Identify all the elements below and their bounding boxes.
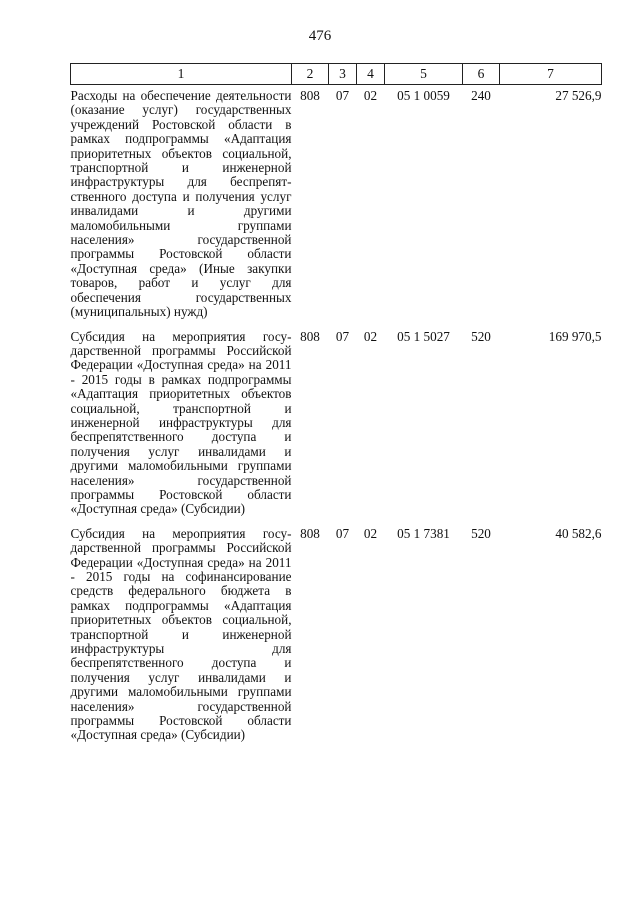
row-expense-type: 520 (471, 525, 491, 541)
budget-table (70, 63, 602, 749)
row-section: 07 (335, 328, 350, 344)
row-subsection: 02 (363, 328, 378, 344)
row-ministry: 808 (300, 88, 320, 103)
table-row (71, 326, 602, 523)
page-number: 476 (308, 28, 332, 44)
row-target-article: 05 1 0059 (397, 88, 450, 103)
row-ministry: 808 (300, 328, 320, 344)
header-cell-7: 7 (500, 64, 602, 85)
row-expense-type: 240 (471, 88, 491, 103)
row-amount: 169 970,5 (548, 328, 602, 344)
row-subsection: 02 (363, 88, 378, 103)
table-row (71, 85, 602, 326)
header-cell-3: 3 (329, 64, 357, 85)
header-row (71, 64, 602, 85)
header-cell-6: 6 (463, 64, 500, 85)
header-cell-2: 2 (292, 64, 329, 85)
row-description: Субсидия на мероприятия государственной программы Российской Федерации «Доступная среда» на 2011 - 2015 годы в рамках подпрограммы «Адаптация приоритетных объектов социальной, транспортной и инженерной инфраструктуры для беспрепятственного доступа и получения услуг инвалидами и другими маломобильными группами населения» государственной программы Ростовской области «Доступная среда» (Субсидии) (70, 328, 292, 517)
row-expense-type: 520 (471, 328, 491, 344)
table-row (71, 523, 602, 749)
row-section: 07 (335, 525, 350, 541)
row-target-article: 05 1 7381 (397, 525, 450, 541)
row-section: 07 (335, 88, 350, 103)
row-ministry: 808 (300, 525, 320, 541)
row-target-article: 05 1 5027 (397, 328, 450, 344)
header-cell-4: 4 (357, 64, 385, 85)
row-description: Расходы на обеспечение деятельности (оказание услуг) государственных учреждений Ростовской области в рамках подпрограммы «Адаптация приоритетных объектов социальной, транспортной и инженерной инфраструктуры для беспрепятственного доступа и получения услуг инвалидами и другими маломобильными группами населения» государственной программы Ростовской области «Доступная среда» (Иные закупки товаров, работ и услуг для обеспечения государственных (муниципальных) нужд) (70, 88, 292, 320)
row-amount: 27 526,9 (555, 88, 602, 103)
row-amount: 40 582,6 (555, 525, 602, 541)
header-cell-5: 5 (385, 64, 463, 85)
row-description: Субсидия на мероприятия государственной программы Российской Федерации «Доступная среда» на 2011 - 2015 годы на софинансирование средств федерального бюджета в рамках подпрограммы «Адаптация приоритетных объектов социальной, транспортной и инженерной инфраструктуры для беспрепятственного доступа и получения услуг инвалидами и другими маломобильными группами населения» государственной программы Ростовской области «Доступная среда» (Субсидии) (70, 525, 292, 743)
header-cell-1: 1 (71, 64, 292, 85)
row-subsection: 02 (363, 525, 378, 541)
